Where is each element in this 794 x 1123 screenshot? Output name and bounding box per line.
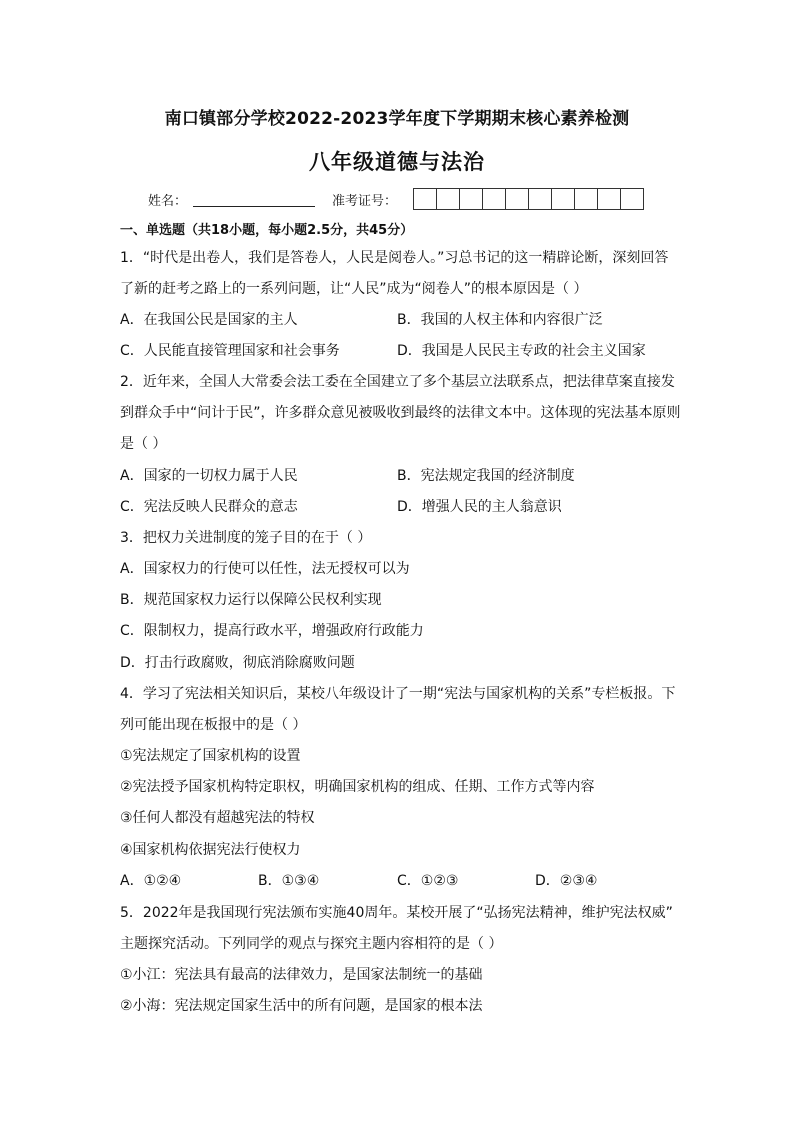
q4-option-b: B．①③④ <box>258 873 320 889</box>
name-label: 姓名： <box>148 193 188 209</box>
q5-line2: 主题探究活动。下列同学的观点与探究主题内容相符的是（ ） <box>120 936 503 952</box>
id-label: 准考证号： <box>332 193 398 209</box>
subject-title: 八年级道德与法治 <box>309 150 485 174</box>
q1-line2: 了新的赶考之路上的一系列问题，让“人民”成为“阅卷人”的根本原因是（ ） <box>120 281 588 297</box>
section-heading: 一、单选题（共18小题，每小题2.5分，共45分） <box>120 223 414 238</box>
name-field <box>148 188 315 210</box>
q4-statement-1: ①宪法规定了国家机构的设置 <box>120 748 301 764</box>
q3-option-d: D．打击行政腐败，彻底消除腐败问题 <box>120 655 355 671</box>
q4-line1: 4．学习了宪法相关知识后，某校八年级设计了一期“宪法与国家机构的关系”专栏板报。下 <box>120 686 676 702</box>
q4-line2: 列可能出现在板报中的是（ ） <box>120 717 307 733</box>
name-blank[interactable] <box>193 192 315 207</box>
q1-option-b: B．我国的人权主体和内容很广泛 <box>397 312 603 328</box>
q2-line3: 是（ ） <box>120 436 167 452</box>
q4-option-d: D．②③④ <box>535 873 598 889</box>
q4-option-c: C．①②③ <box>397 873 459 889</box>
q2-line1: 2．近年来，全国人大常委会法工委在全国建立了多个基层立法联系点，把法律草案直接发 <box>120 374 675 390</box>
q1-line1: 1．“时代是出卷人，我们是答卷人，人民是阅卷人。”习总书记的这一精辟论断，深刻回答 <box>120 250 669 266</box>
q5-statement-2: ②小海：宪法规定国家生活中的所有问题，是国家的根本法 <box>120 998 483 1014</box>
q3-line1: 3．把权力关进制度的笼子目的在于（ ） <box>120 530 372 546</box>
q2-option-a: A．国家的一切权力属于人民 <box>120 468 298 484</box>
school-title: 南口镇部分学校2022-2023学年度下学期期末核心素养检测 <box>164 109 630 129</box>
id-field <box>332 188 644 210</box>
q1-option-c: C．人民能直接管理国家和社会事务 <box>120 343 340 359</box>
q5-statement-1: ①小江：宪法具有最高的法律效力，是国家法制统一的基础 <box>120 967 483 983</box>
q5-line1: 5．2022年是我国现行宪法颁布实施40周年。某校开展了“弘扬宪法精神，维护宪法权威” <box>120 905 673 921</box>
q2-line2: 到群众手中“问计于民”，许多群众意见被吸收到最终的法律文本中。这体现的宪法基本原则 <box>120 405 681 421</box>
q2-option-b: B．宪法规定我国的经济制度 <box>397 468 575 484</box>
q3-option-b: B．规范国家权力运行以保障公民权利实现 <box>120 592 382 608</box>
q3-option-c: C．限制权力，提高行政水平，增强政府行政能力 <box>120 623 424 639</box>
q2-option-c: C．宪法反映人民群众的意志 <box>120 499 298 515</box>
q2-option-d: D．增强人民的主人翁意识 <box>397 499 562 515</box>
q1-option-a: A．在我国公民是国家的主人 <box>120 312 298 328</box>
q4-statement-2: ②宪法授予国家机构特定职权，明确国家机构的组成、任期、工作方式等内容 <box>120 779 595 795</box>
q4-option-a: A．①②④ <box>120 873 182 889</box>
q3-option-a: A．国家权力的行使可以任性，法无授权可以为 <box>120 561 410 577</box>
id-boxes[interactable] <box>413 188 644 210</box>
q1-option-d: D．我国是人民民主专政的社会主义国家 <box>397 343 646 359</box>
q4-statement-3: ③任何人都没有超越宪法的特权 <box>120 810 315 826</box>
q4-statement-4: ④国家机构依据宪法行使权力 <box>120 842 301 858</box>
